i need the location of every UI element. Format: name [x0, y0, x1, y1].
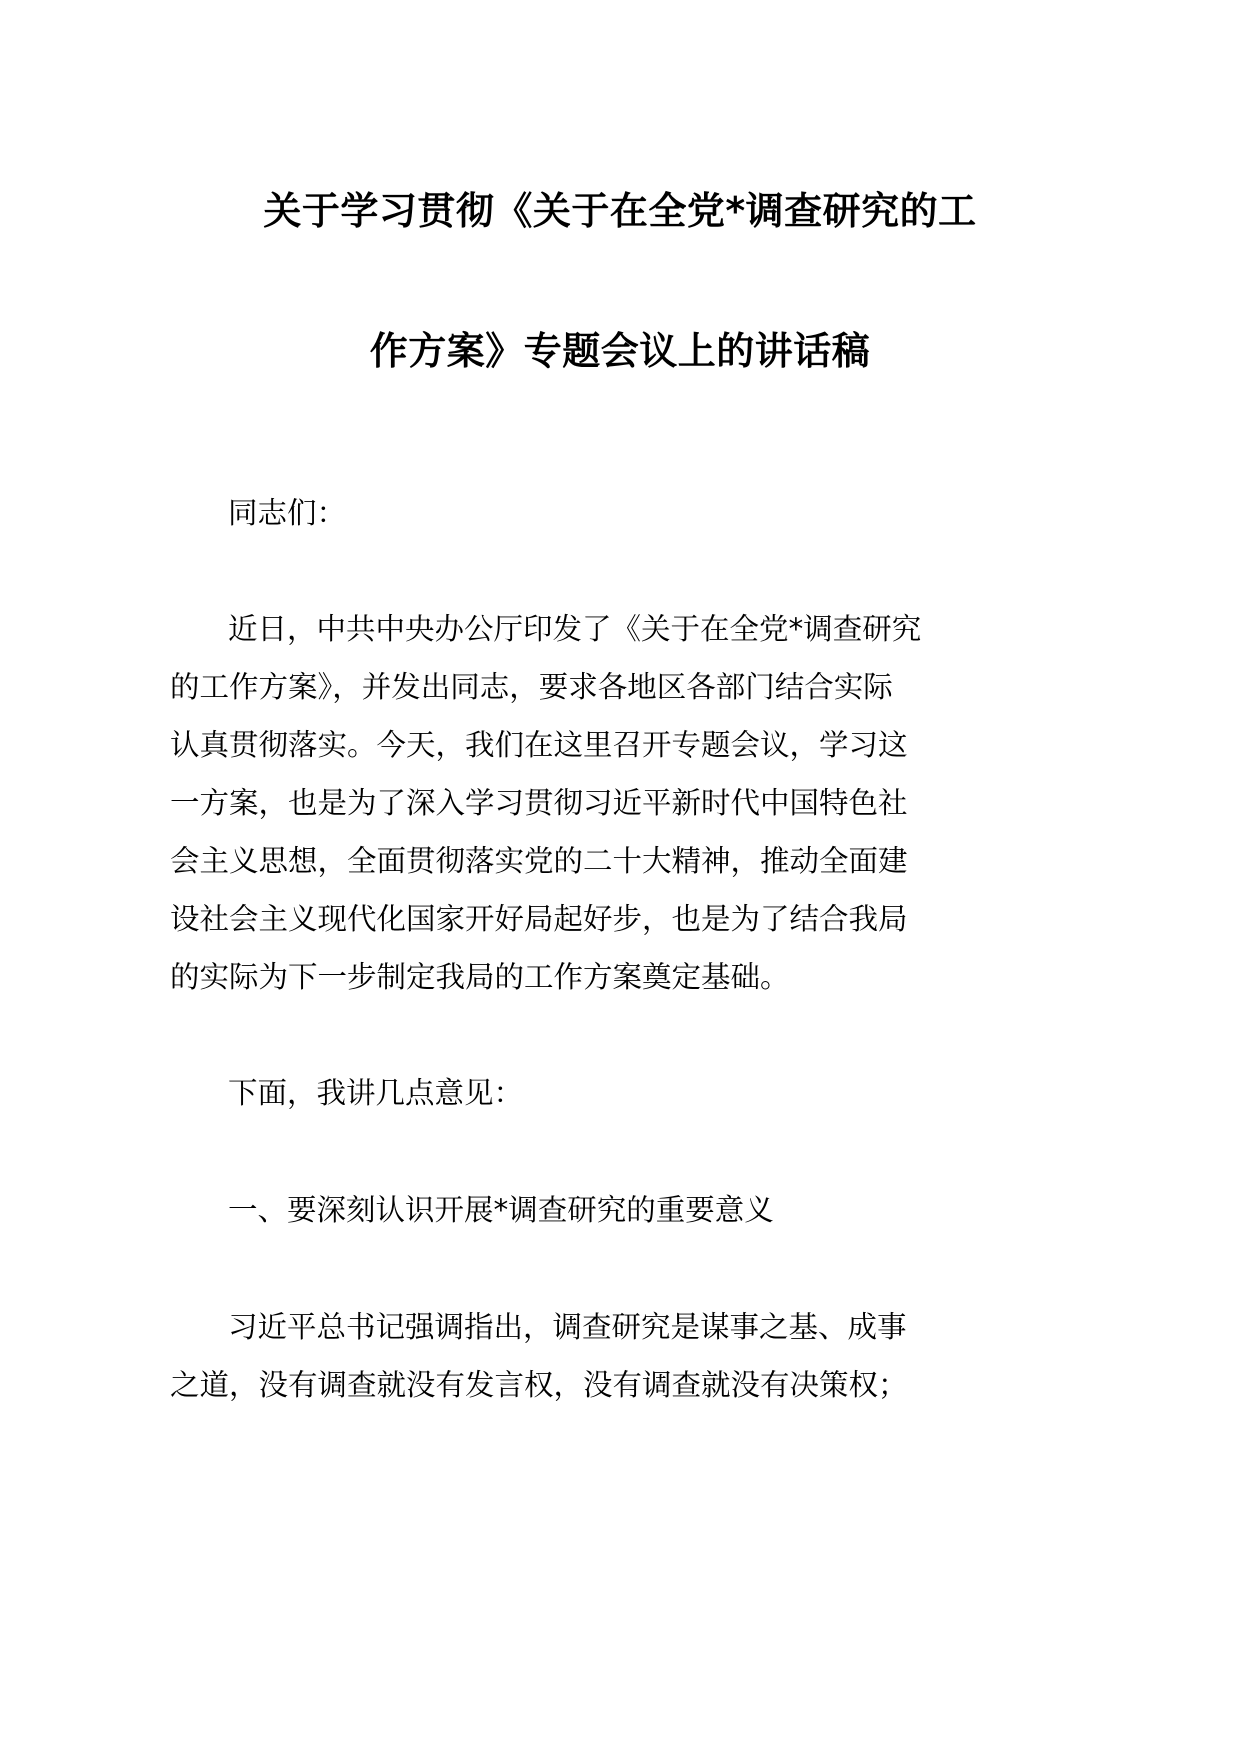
intro-points: 下面，我讲几点意见： — [228, 1076, 524, 1110]
paragraph-1-line-1: 近日，中共中央办公厅印发了《关于在全党*调查研究 — [228, 612, 922, 646]
salutation: 同志们： — [228, 496, 347, 530]
paragraph-2-line-1: 习近平总书记强调指出，调查研究是谋事之基、成事 — [228, 1310, 907, 1344]
paragraph-1-line-7: 的实际为下一步制定我局的工作方案奠定基础。 — [170, 960, 790, 994]
paragraph-1-line-2: 的工作方案》，并发出同志，要求各地区各部门结合实际 — [170, 670, 893, 704]
document-title-line-2: 作方案》专题会议上的讲话稿 — [369, 329, 871, 373]
paragraph-1-line-5: 会主义思想，全面贯彻落实党的二十大精神，推动全面建 — [170, 844, 908, 878]
paragraph-1-line-3: 认真贯彻落实。今天，我们在这里召开专题会议，学习这 — [170, 728, 908, 762]
paragraph-1-line-6: 设社会主义现代化国家开好局起好步，也是为了结合我局 — [170, 902, 908, 936]
paragraph-2-line-2: 之道，没有调查就没有发言权，没有调查就没有决策权； — [170, 1368, 908, 1402]
document-title-line-1: 关于学习贯彻《关于在全党*调查研究的工 — [263, 189, 977, 233]
section-1-heading: 一、要深刻认识开展*调查研究的重要意义 — [228, 1193, 774, 1227]
paragraph-1-line-4: 一方案，也是为了深入学习贯彻习近平新时代中国特色社 — [170, 786, 908, 820]
